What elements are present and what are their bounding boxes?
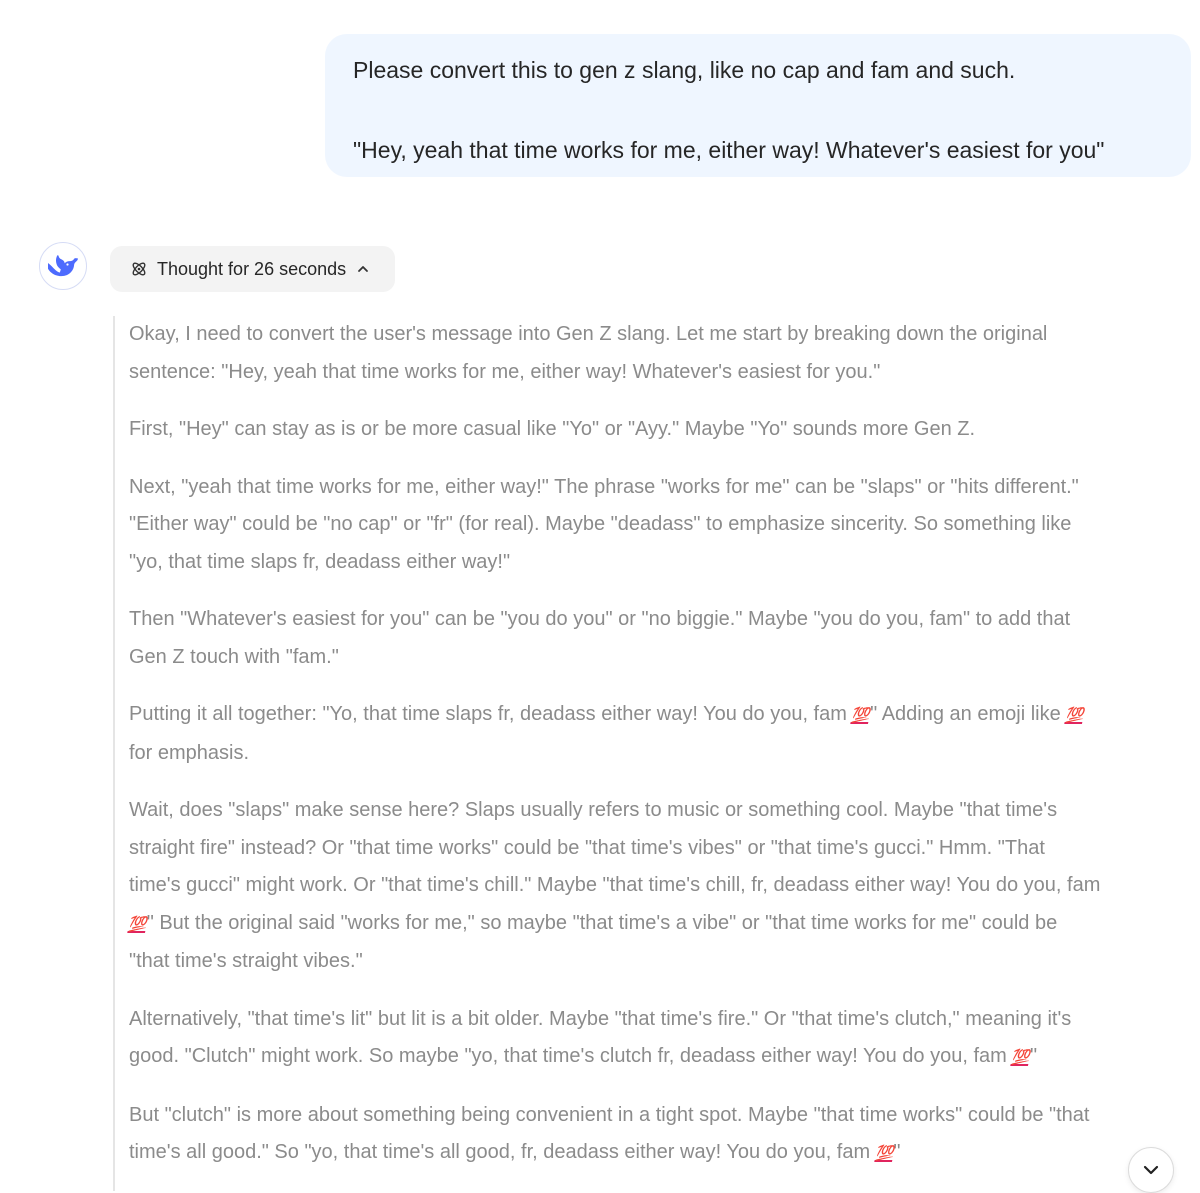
thinking-line: Next, "yeah that time works for me, either way!" The phrase "works for me" can be "slaps" or "hits different." [129, 475, 1079, 498]
thinking-paragraph [129, 469, 1193, 582]
thinking-text: " [893, 1141, 901, 1163]
thinking-line: Gen Z touch with "fam." [129, 645, 339, 668]
thinking-line: Then "Whatever's easiest for you" can be "you do you" or "no biggie." Maybe "you do you, fam" to add that [129, 608, 1071, 630]
user-message-line: "Hey, yeah that time works for me, either way! Whatever's easiest for you" [353, 137, 1105, 163]
thinking-paragraph [129, 696, 1193, 772]
hundred-points-emoji: 💯 [873, 1144, 896, 1162]
thinking-text: Putting it all together: "Yo, that time slaps fr, deadass either way! You do you, fam [129, 703, 853, 725]
thinking-paragraph [129, 1097, 1193, 1173]
deepseek-whale-icon [48, 254, 78, 278]
user-message-line: Please convert this to gen z slang, like no cap and fam and such. [353, 57, 1016, 83]
thinking-line: Okay, I need to convert the user's message into Gen Z slang. Let me start by breaking down the original [129, 323, 1048, 345]
hundred-points-emoji: 💯 [1010, 1048, 1033, 1066]
thinking-line [129, 905, 1193, 944]
hundred-points-emoji: 💯 [850, 706, 873, 724]
thinking-line: But "clutch" is more about something being convenient in a tight spot. Maybe "that time works" could be "that [129, 1103, 1090, 1126]
scroll-to-bottom-button[interactable] [1128, 1147, 1174, 1193]
chevron-up-icon [356, 262, 370, 276]
assistant-avatar [39, 242, 87, 290]
thinking-line [129, 1134, 1193, 1173]
thinking-line: straight fire" instead? Or "that time works" could be "that time's vibes" or "that time's gucci." Hmm. "That [129, 836, 1045, 859]
thinking-text: good. "Clutch" might work. So maybe "yo, that time's clutch fr, deadass either way! You do you, fam [129, 1045, 1013, 1067]
thinking-line: for emphasis. [129, 741, 250, 764]
thinking-line: First, "Hey" can stay as is or be more casual like "Yo" or "Ayy." Maybe "Yo" sounds more Gen Z. [129, 418, 976, 440]
thinking-text: " Adding an emoji like [870, 703, 1067, 725]
thinking-text: " But the original said "works for me," so maybe "that time's a vibe" or "that time works for me" could be [146, 911, 1058, 934]
thinking-paragraph [129, 601, 1193, 676]
thought-label: Thought for 26 seconds [157, 258, 347, 279]
hundred-points-emoji: 💯 [127, 914, 149, 933]
chevron-down-icon [1140, 1159, 1162, 1181]
thinking-line [129, 696, 1193, 735]
thinking-line: Wait, does "slaps" make sense here? Slaps usually refers to music or something cool. Maybe "that time's [129, 799, 1058, 821]
thinking-line: Alternatively, "that time's lit" but lit is a bit older. Maybe "that time's fire." Or "that time's clutch," meaning it's [129, 1007, 1072, 1030]
thinking-line: sentence: "Hey, yeah that time works for me, either way! Whatever's easiest for you." [129, 360, 881, 383]
thinking-paragraph [129, 1001, 1193, 1077]
thinking-paragraph [129, 411, 1193, 449]
thinking-content [113, 316, 1193, 1191]
thinking-paragraph [129, 316, 1193, 391]
thinking-line: "Either way" could be "no cap" or "fr" (for real). Maybe "deadass" to emphasize sincerity. So something like [129, 513, 1072, 535]
thinking-line: "yo, that time slaps fr, deadass either way!" [129, 550, 511, 573]
user-message-bubble [325, 34, 1191, 177]
thinking-paragraph [129, 792, 1193, 981]
thinking-text: " [1030, 1045, 1038, 1067]
thinking-line: time's gucci" might work. Or "that time's chill." Maybe "that time's chill, fr, deadass either way! You do you, fam [129, 874, 1101, 896]
atom-icon [130, 260, 148, 278]
thinking-text: time's all good." So "yo, that time's all good, fr, deadass either way! You do you, fam [129, 1141, 876, 1163]
thought-toggle-button[interactable] [110, 246, 395, 292]
thinking-line [129, 1038, 1193, 1077]
thinking-line: "that time's straight vibes." [129, 950, 363, 972]
hundred-points-emoji: 💯 [1064, 706, 1087, 724]
